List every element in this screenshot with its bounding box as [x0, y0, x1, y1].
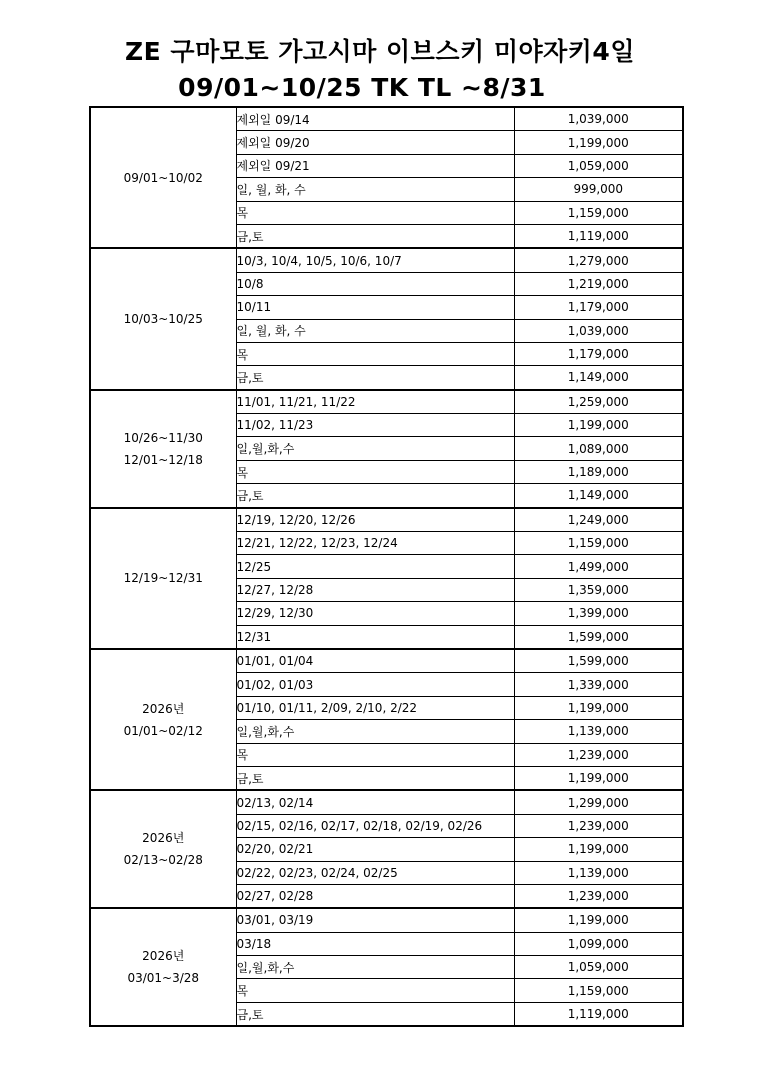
- period-label: 2026년: [142, 831, 185, 846]
- dates-cell: 02/13, 02/14: [236, 790, 514, 814]
- price-cell: 1,039,000: [514, 107, 683, 131]
- price-cell: 1,339,000: [514, 673, 683, 696]
- price-cell: 1,299,000: [514, 790, 683, 814]
- dates-cell: 03/18: [236, 932, 514, 955]
- period-cell: [90, 107, 236, 248]
- price-cell: 1,149,000: [514, 484, 683, 508]
- price-cell: 1,199,000: [514, 838, 683, 861]
- table-row: [90, 908, 683, 932]
- price-cell: 1,239,000: [514, 743, 683, 766]
- price-cell: 1,179,000: [514, 296, 683, 319]
- period-label: 09/01~10/02: [123, 170, 203, 185]
- price-table-body: [90, 107, 683, 1026]
- period-label: 2026년: [142, 701, 185, 716]
- price-cell: 1,199,000: [514, 908, 683, 932]
- dates-cell: 01/02, 01/03: [236, 673, 514, 696]
- price-cell: 1,279,000: [514, 248, 683, 272]
- price-cell: 1,239,000: [514, 814, 683, 837]
- price-cell: 1,219,000: [514, 272, 683, 295]
- table-row: [90, 107, 683, 131]
- price-cell: 1,499,000: [514, 555, 683, 578]
- price-cell: 1,239,000: [514, 884, 683, 908]
- price-cell: 1,199,000: [514, 414, 683, 437]
- table-row: [90, 649, 683, 673]
- period-cell: [90, 908, 236, 1026]
- price-cell: 1,119,000: [514, 224, 683, 248]
- period-cell: [90, 508, 236, 649]
- period-cell: [90, 248, 236, 389]
- price-cell: 1,199,000: [514, 766, 683, 790]
- dates-cell: 금,토: [236, 766, 514, 790]
- page-title: ZE 구마모토 가고시마 이브스키 미야자키4일: [125, 37, 635, 66]
- price-cell: 1,599,000: [514, 625, 683, 649]
- period-label: 01/01~02/12: [123, 723, 203, 738]
- price-cell: 1,059,000: [514, 154, 683, 177]
- price-cell: 1,059,000: [514, 956, 683, 979]
- dates-cell: 02/15, 02/16, 02/17, 02/18, 02/19, 02/26: [236, 814, 514, 837]
- dates-cell: 제외일 09/21: [236, 154, 514, 177]
- dates-cell: 목: [236, 743, 514, 766]
- price-cell: 1,139,000: [514, 861, 683, 884]
- dates-cell: 02/22, 02/23, 02/24, 02/25: [236, 861, 514, 884]
- price-cell: 1,139,000: [514, 720, 683, 743]
- price-cell: 1,399,000: [514, 602, 683, 625]
- dates-cell: 03/01, 03/19: [236, 908, 514, 932]
- page-subtitle: 09/01~10/25 TK TL ~8/31: [178, 73, 546, 102]
- dates-cell: 일, 월, 화, 수: [236, 178, 514, 201]
- price-cell: 1,089,000: [514, 437, 683, 460]
- price-cell: 1,099,000: [514, 932, 683, 955]
- table-row: [90, 248, 683, 272]
- dates-cell: 제외일 09/14: [236, 107, 514, 131]
- period-label: 10/26~11/30: [123, 430, 203, 445]
- period-label: 03/01~3/28: [127, 971, 200, 986]
- price-cell: 999,000: [514, 178, 683, 201]
- table-row: [90, 790, 683, 814]
- dates-cell: 12/31: [236, 625, 514, 649]
- dates-cell: 일,월,화,수: [236, 720, 514, 743]
- dates-cell: 일, 월, 화, 수: [236, 319, 514, 342]
- dates-cell: 01/01, 01/04: [236, 649, 514, 673]
- dates-cell: 10/8: [236, 272, 514, 295]
- table-row: [90, 508, 683, 532]
- table-row: [90, 390, 683, 414]
- dates-cell: 목: [236, 460, 514, 483]
- price-cell: 1,159,000: [514, 201, 683, 224]
- dates-cell: 10/3, 10/4, 10/5, 10/6, 10/7: [236, 248, 514, 272]
- price-cell: 1,259,000: [514, 390, 683, 414]
- dates-cell: 금,토: [236, 224, 514, 248]
- price-cell: 1,199,000: [514, 696, 683, 719]
- period-label: 12/01~12/18: [123, 452, 203, 467]
- dates-cell: 일,월,화,수: [236, 956, 514, 979]
- dates-cell: 12/29, 12/30: [236, 602, 514, 625]
- dates-cell: 12/25: [236, 555, 514, 578]
- price-cell: 1,149,000: [514, 366, 683, 390]
- period-cell: [90, 390, 236, 508]
- price-cell: 1,179,000: [514, 342, 683, 365]
- dates-cell: 목: [236, 342, 514, 365]
- dates-cell: 02/27, 02/28: [236, 884, 514, 908]
- dates-cell: 목: [236, 201, 514, 224]
- dates-cell: 금,토: [236, 366, 514, 390]
- price-cell: 1,039,000: [514, 319, 683, 342]
- price-cell: 1,119,000: [514, 1002, 683, 1026]
- price-cell: 1,249,000: [514, 508, 683, 532]
- price-cell: 1,199,000: [514, 131, 683, 154]
- period-label: 10/03~10/25: [123, 312, 203, 327]
- dates-cell: 일,월,화,수: [236, 437, 514, 460]
- period-label: 12/19~12/31: [123, 571, 203, 586]
- dates-cell: 12/21, 12/22, 12/23, 12/24: [236, 532, 514, 555]
- price-cell: 1,159,000: [514, 979, 683, 1002]
- dates-cell: 12/19, 12/20, 12/26: [236, 508, 514, 532]
- price-table: [89, 106, 684, 1027]
- dates-cell: 제외일 09/20: [236, 131, 514, 154]
- dates-cell: 목: [236, 979, 514, 1002]
- dates-cell: 12/27, 12/28: [236, 578, 514, 601]
- dates-cell: 01/10, 01/11, 2/09, 2/10, 2/22: [236, 696, 514, 719]
- dates-cell: 10/11: [236, 296, 514, 319]
- dates-cell: 11/02, 11/23: [236, 414, 514, 437]
- dates-cell: 금,토: [236, 1002, 514, 1026]
- period-cell: [90, 649, 236, 790]
- price-cell: 1,599,000: [514, 649, 683, 673]
- price-cell: 1,359,000: [514, 578, 683, 601]
- dates-cell: 11/01, 11/21, 11/22: [236, 390, 514, 414]
- price-cell: 1,159,000: [514, 532, 683, 555]
- period-cell: [90, 790, 236, 908]
- price-cell: 1,189,000: [514, 460, 683, 483]
- period-label: 2026년: [142, 949, 185, 964]
- dates-cell: 금,토: [236, 484, 514, 508]
- dates-cell: 02/20, 02/21: [236, 838, 514, 861]
- period-label: 02/13~02/28: [123, 853, 203, 868]
